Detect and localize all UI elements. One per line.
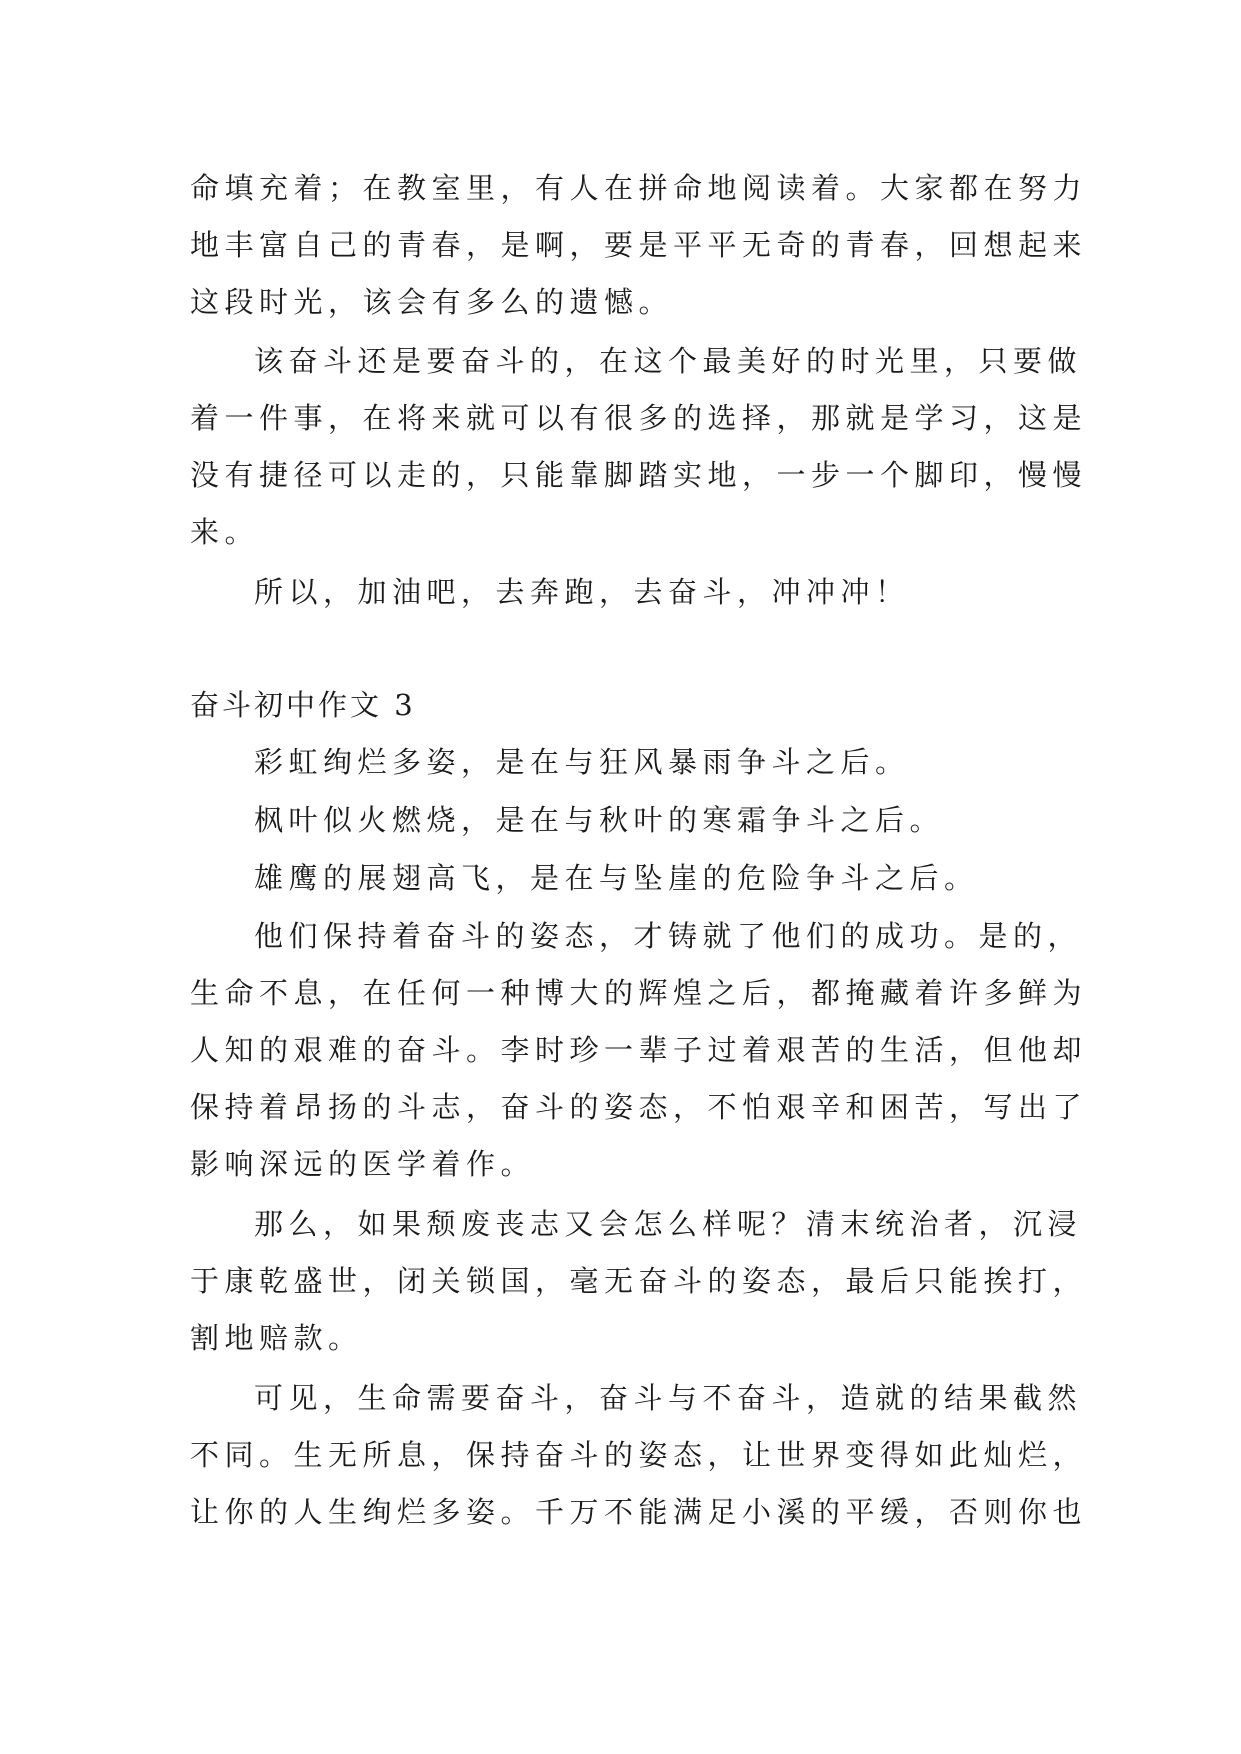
- paragraph-line: 彩虹绚烂多姿，是在与狂风暴雨争斗之后。: [254, 745, 910, 779]
- paragraph-line: 枫叶似火燃烧，是在与秋叶的寒霜争斗之后。: [254, 803, 945, 837]
- paragraph-line: 那么，如果颓废丧志又会怎么样呢？清末统治者，沉浸: [254, 1207, 1083, 1241]
- paragraph-line: 来。: [190, 515, 260, 549]
- paragraph-line: 不同。生无所息，保持奋斗的姿态，让世界变得如此灿烂，: [190, 1438, 1088, 1472]
- paragraph-line: 生命不息，在任何一种博大的辉煌之后，都掩藏着许多鲜为: [190, 976, 1088, 1010]
- paragraph-line: 让你的人生绚烂多姿。千万不能满足小溪的平缓，否则你也: [190, 1495, 1088, 1529]
- paragraph-line: 可见，生命需要奋斗，奋斗与不奋斗，造就的结果截然: [254, 1381, 1083, 1415]
- paragraph-line: 保持着昂扬的斗志，奋斗的姿态，不怕艰辛和困苦，写出了: [190, 1090, 1088, 1124]
- paragraph-line: 命填充着；在教室里，有人在拼命地阅读着。大家都在努力: [190, 171, 1088, 205]
- paragraph-line: 影响深远的医学着作。: [190, 1147, 536, 1181]
- paragraph-line: 该奋斗还是要奋斗的，在这个最美好的时光里，只要做: [254, 344, 1083, 378]
- paragraph-line: 着一件事，在将来就可以有很多的选择，那就是学习，这是: [190, 401, 1088, 435]
- paragraph-line: 他们保持着奋斗的姿态，才铸就了他们的成功。是的，: [254, 919, 1083, 953]
- paragraph-line: 割地赔款。: [190, 1321, 363, 1355]
- section-heading: 奋斗初中作文 3: [190, 688, 416, 722]
- paragraph-line: 于康乾盛世，闭关锁国，毫无奋斗的姿态，最后只能挨打，: [190, 1264, 1088, 1298]
- paragraph-line: 人知的艰难的奋斗。李时珍一辈子过着艰苦的生活，但他却: [190, 1033, 1088, 1067]
- paragraph-line: 这段时光，该会有多么的遗憾。: [190, 285, 674, 319]
- paragraph-line: 雄鹰的展翅高飞，是在与坠崖的危险争斗之后。: [254, 861, 979, 895]
- paragraph-line: 地丰富自己的青春，是啊，要是平平无奇的青春，回想起来: [190, 228, 1088, 262]
- paragraph-line: 所以，加油吧，去奔跑，去奋斗，冲冲冲！: [254, 575, 910, 609]
- paragraph-line: 没有捷径可以走的，只能靠脚踏实地，一步一个脚印，慢慢: [190, 458, 1088, 492]
